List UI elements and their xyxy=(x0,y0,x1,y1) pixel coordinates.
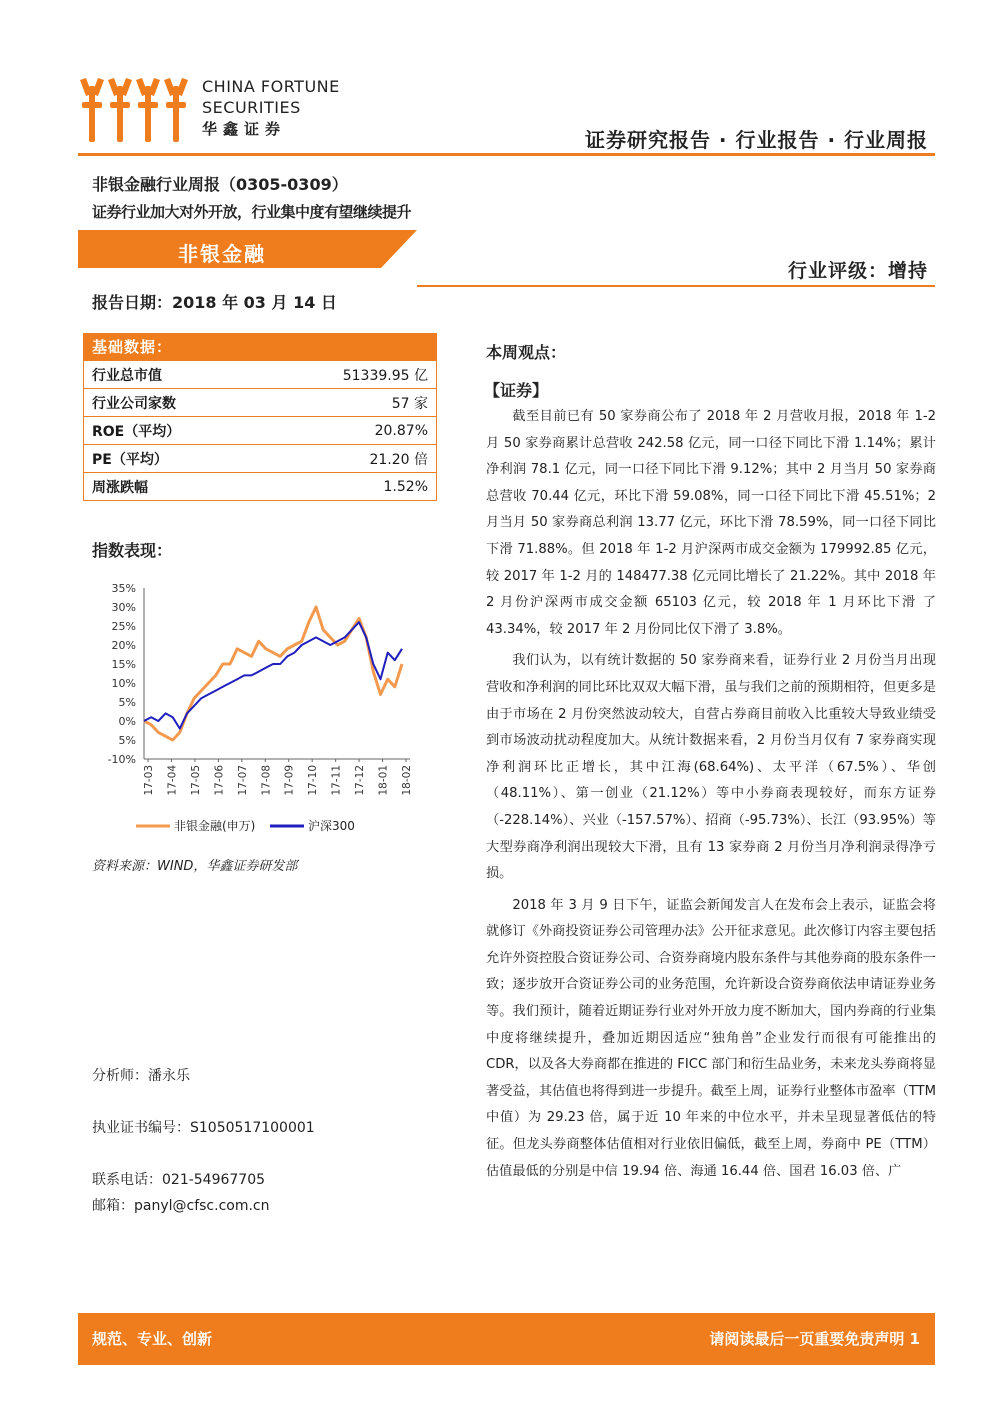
footer-slogan: 规范、专业、创新 xyxy=(92,1330,213,1348)
report-date: 报告日期：2018 年 03 月 14 日 xyxy=(92,293,337,312)
x-tick-label: 17-06 xyxy=(213,765,226,796)
sector-banner-tail xyxy=(381,230,417,268)
y-tick-label: 25% xyxy=(111,620,136,633)
x-tick-label: 18-01 xyxy=(377,765,390,796)
legend-label: 非银金融(申万) xyxy=(174,819,256,833)
company-logo xyxy=(78,72,190,152)
row-value: 1.52% xyxy=(383,478,428,495)
x-tick-label: 17-10 xyxy=(307,765,320,796)
y-tick-label: 30% xyxy=(111,601,136,614)
body-paragraph: 截至目前已有 50 家券商公布了 2018 年 2 月营收月报，2018 年 1-2 月 50 家券商累计总营收 242.58 亿元，同一口径下同比下滑 1.14%；累计净利润 78.1 亿元，同一口径下同比下滑 9.12%；其中 2 月当月 50 家券商总营收 70.44 亿元，环比下滑 59.08%，同一口径下同比下滑 45.51%；2 月当月 50 家券商总利润 13.77 亿元，环比下滑 78.59%，同一口径下同比下滑 71.88%。但 2018 年 1-2 月沪深两市成交金额为 179992.85 亿元，较 2017 年 1-2 月的 148477.38 亿元同比增长了 21.22%。其中 2018 年 2 月份沪深两市成交金额 65103 亿元，较 2018 年 1 月环比下滑 了 43.34%，较 2017 年 2 月份同比仅下滑了 3.8%。 xyxy=(486,409,936,637)
row-label: 行业公司家数 xyxy=(92,395,176,412)
row-label: 周涨跌幅 xyxy=(92,479,148,496)
y-tick-label: 0% xyxy=(118,715,136,728)
table-row xyxy=(84,472,436,500)
basic-data-header: 基础数据： xyxy=(84,334,436,360)
basic-data-table xyxy=(83,333,437,501)
y-tick-label: 20% xyxy=(111,639,136,652)
analyst-name: 分析师：潘永乐 xyxy=(92,1068,190,1084)
x-tick-label: 18-02 xyxy=(401,765,413,796)
index-performance-chart xyxy=(92,572,432,842)
legend-label: 沪深300 xyxy=(308,819,355,833)
logo-figure xyxy=(80,78,104,142)
table-row xyxy=(84,444,436,472)
row-value: 20.87% xyxy=(374,422,428,439)
x-tick-label: 17-09 xyxy=(283,765,296,796)
report-type: 证券研究报告 · 行业报告 · 行业周报 xyxy=(584,128,928,152)
table-row xyxy=(84,416,436,444)
securities-section-title: 【证券】 xyxy=(484,381,549,400)
y-tick-label: 35% xyxy=(111,582,136,595)
body-paragraph: 我们认为，以有统计数据的 50 家券商来看，证券行业 2 月份当月出现营收和净利润的同比环比双双大幅下滑，虽与我们之前的预期相符，但更多是由于市场在 2 月份突然波动较大，自营占券商目前收入比重较大导致业绩受到市场波动扰动程度加大。从统计数据来看，2 月份当月仅有 7 家券商实现净利润环比正增长，其中江海(68.64%)、太平洋（67.5%）、华创（48.11%）、第一创业（21.12%）等中小券商表现较好，而东方证券（-228.14%）、兴业（-157.57%）、招商（-95.73%）、长江（93.95%）等大型券商净利润出现较大下滑，且有 13 家券商 2 月份当月净利润录得净亏损。 xyxy=(486,653,936,882)
brand-name-en-2: SECURITIES xyxy=(202,98,301,117)
x-tick-label: 17-05 xyxy=(189,765,202,796)
sector-name: 非银金融 xyxy=(178,242,266,266)
industry-rating: 行业评级：增持 xyxy=(787,260,928,282)
index-section-title: 指数表现： xyxy=(92,541,173,560)
footer-disclaimer: 请阅读最后一页重要免责声明 1 xyxy=(709,1330,920,1348)
x-tick-label: 17-07 xyxy=(236,765,249,796)
x-tick-label: 17-04 xyxy=(166,765,179,796)
report-title: 非银金融行业周报（0305-0309） xyxy=(92,175,348,194)
table-row xyxy=(84,388,436,416)
series-line xyxy=(144,622,402,728)
x-tick-label: 17-03 xyxy=(143,765,155,796)
x-tick-label: 17-11 xyxy=(330,765,343,796)
brand-block xyxy=(202,76,340,140)
analyst-cert: 执业证书编号：S1050517100001 xyxy=(92,1120,315,1136)
x-tick-label: 17-12 xyxy=(354,765,367,796)
table-row xyxy=(84,360,436,388)
chart-source: 资料来源：WIND，华鑫证券研发部 xyxy=(92,859,298,874)
brand-name-en-1: CHINA FORTUNE xyxy=(202,77,340,96)
y-tick-label: -10% xyxy=(107,753,136,766)
row-label: PE（平均） xyxy=(92,451,168,468)
y-tick-label: 10% xyxy=(111,677,136,690)
rating-divider xyxy=(417,285,935,287)
row-value: 57 家 xyxy=(391,395,428,412)
weekly-view-title: 本周观点： xyxy=(486,343,567,362)
series-line xyxy=(144,607,402,740)
x-tick-label: 17-08 xyxy=(260,765,273,796)
row-label: ROE（平均） xyxy=(92,423,181,440)
analyst-email: 邮箱：panyl@cfsc.com.cn xyxy=(92,1198,270,1214)
row-value: 51339.95 亿 xyxy=(342,367,428,384)
row-value: 21.20 倍 xyxy=(369,451,428,468)
row-label: 行业总市值 xyxy=(92,367,162,384)
brand-name-cn: 华鑫证券 xyxy=(202,120,287,138)
y-tick-label: 15% xyxy=(111,658,136,671)
analyst-phone: 联系电话：021-54967705 xyxy=(92,1172,266,1188)
report-subtitle: 证券行业加大对外开放，行业集中度有望继续提升 xyxy=(92,203,412,221)
weekly-view-body xyxy=(486,404,936,1190)
y-tick-label: 5% xyxy=(118,696,136,709)
header-divider xyxy=(78,153,935,156)
body-paragraph: 2018 年 3 月 9 日下午，证监会新闻发言人在发布会上表示，证监会将就修订《外商投资证券公司管理办法》公开征求意见。此次修订内容主要包括允许外资控股合资证券公司、合资券商境内股东条件与其他券商的股东条件一致；逐步放开合资证券公司的业务范围，允许新设合资券商依法申请证券业务等。我们预计，随着近期证券行业对外开放力度不断加大，国内券商的行业集中度将继续提升，叠加近期因适应“独角兽”企业发行而很有可能推出的 CDR，以及各大券商都在推进的 FICC 部门和衍生品业务，未来龙头券商将显著受益，其估值也将得到进一步提升。截至上周，证券行业整体市盈率（TTM 中值）为 29.23 倍，属于近 10 年来的中位水平，并未呈现显著低估的特征。但龙头券商整体估值相对行业依旧偏低，截至上周，券商中 PE（TTM）估值最低的分别是中信 19.94 倍、海通 16.44 倍、国君 16.03 倍、广 xyxy=(486,897,936,1179)
y-tick-label: 5% xyxy=(118,734,136,747)
